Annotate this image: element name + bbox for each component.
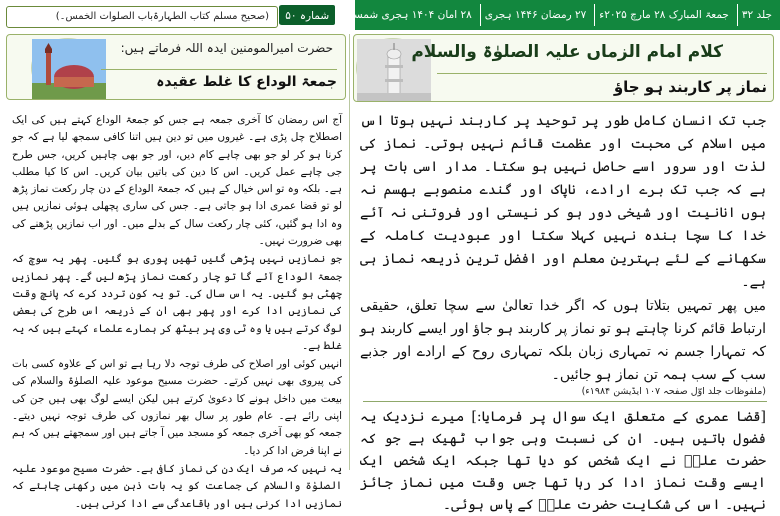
left-paragraph: جو نمازیں نہیں پڑھی گئیں تھیں پوری ہو گئیں۔ پھر یہ سوچ کہ جمعۃ الوداع آئے گا تو چار رکعت نماز پڑھ لیں گے۔ پھر نمازیں چھٹی ہو گئیں۔ یہ اس سال کی۔ تو یہ کون تردد کرے کہ پانچ وقت کی نمازیں ادا کرے اور پھر بھی ان کے ذریعہ اس طرح کی بعض لوگ کرتے ہیں یا وہ ٹی وی پر بیٹھ کر ہمارے علماء کہتے ہیں کہ یہ غلط ہے۔ — [12, 253, 342, 352]
masthead — [285, 0, 780, 30]
right-header-box — [353, 34, 774, 102]
left-header-attribution: حضرت امیرالمومنین ایدہ اللہ فرماتے ہیں: — [120, 41, 333, 55]
masthead-volume: جلد ۳۲ — [737, 4, 776, 26]
left-article-title: جمعۃ الوداع کا غلط عقیدہ — [101, 69, 337, 90]
left-column — [6, 34, 346, 510]
right-reference-note: (ملفوظات جلد اوّل صفحہ ۱۰۷ ایڈیشن ۱۹۸۴ء) — [581, 386, 766, 397]
masthead-shamsi-date: ۲۸ امان ۱۴۰۴ ہجری شمسی — [340, 4, 476, 26]
right-paragraph: جب تک انسان کامل طور پر توحید پر کاربند نہیں ہوتا اس میں اسلام کی محبت اور عظمت قائم نہیں ہوتی۔ نماز کی لذت اور سرور اسے حاصل نہیں ہو سکتا۔ مدار اسی بات پر ہے کہ جب تک برے ارادے، ناپاک اور گندے منصوبے بھسم نہ ہوں انانیت اور شیخی دور ہو کر نیستی اور فروتنی نہ آئے خدا کا سچا بندہ نہیں کہلا سکتا اور عبودیت کاملہ کے سکھانے کے لئے بہترین معلم اور افضل ترین ذریعہ نماز ہی ہے۔ — [360, 113, 766, 290]
left-article-body — [12, 112, 342, 510]
right-column — [353, 34, 774, 513]
masthead-hijri-date: ۲۷ رمضان ۱۴۴۶ ہجری — [480, 4, 591, 26]
masthead-gregorian-date: جمعۃ المبارک ۲۸ مارچ ۲۰۲۵ء — [594, 4, 733, 26]
left-paragraph: انہیں کوئی اور اصلاح کی طرف توجہ دلا رہا ہے تو اس کے علاوہ کسی بات کی پیروی بھی نہیں کرتے۔ حضرت مسیح موعود علیہ الصلوٰۃ والسلام کی بیعت میں داخل ہونے کا دعویٰ کرتے ہیں لیکن ایسے لوگ بھی ہیں جن کی اپنی رائے ہے۔ عام طور پر سال بھر نمازوں کی طرف توجہ نہیں دیتے۔ جمعہ کو بھی آخری جمعہ کو مسجد میں آ جاتے ہیں اور سمجھتے ہیں کہ ہم نے اپنا فرض ادا کر دیا۔ — [12, 358, 342, 457]
mosque-image-icon — [32, 39, 106, 99]
right-header-heading: کلام امام الزماں علیہ الصلوٰۃ والسلام — [411, 42, 723, 62]
right-article-body — [360, 110, 766, 382]
left-paragraph: آج اس رمضان کا آخری جمعہ ہے جس کو جمعۃ الوداع کہتے ہیں کی ایک اصطلاح چل پڑی ہے۔ غیروں میں تو دین ہیں اتنا کافی سمجھ لیا ہے کہ جو کرنا ہو کر لو جو بھی چاہے کام دیں، اور جو بھی چاہیں کریں، جس طرح جی چاہے عمل کریں۔ اس کا دین کی باتیں بیان کریں۔ اس کا کیا مطلب ہے۔ بلکہ وہ تو اس خیال کے ہیں کہ جمعۃ الوداع کے دن چار رکعت نماز پڑھ لو تو قضا عمری ادا ہو جاتی ہے۔ جس کی ساری پچھلی ہوئی نمازیں ہیں وہ ادا ہو گئیں، کئی چار رکعت سال کے بدلے میں۔ اور اب نمازیں پڑھنے کی بھی ضرورت نہیں۔ — [12, 114, 342, 248]
left-paragraph: یہ نہیں کہ صرف ایک دن کی نماز کافی ہے۔ حضرت مسیح موعود علیہ الصلوٰۃ والسلام کی جماعت کو یہ بات ذہن میں رکھنی چاہئے کہ نمازیں ادا کرنی ہیں اور باقاعدگی سے ادا کرنی ہیں۔ — [12, 462, 342, 510]
masthead-issue-number: شمارہ ۵۰ — [279, 4, 336, 26]
mosque-photo — [31, 38, 105, 98]
column-divider — [349, 34, 350, 470]
top-reference: (صحیح مسلم کتاب الطہارۃباب الصلوات الخمس۔) — [6, 6, 278, 28]
right-quote-block: [قضا عمری کے متعلق ایک سوال پر فرمایا:] میرے نزدیک یہ فضول باتیں ہیں۔ ان کی نسبت وہی جواب ٹھیک ہے جو کہ حضرت علیؓ نے ایک شخص کو دیا تھا جبکہ ایک شخص ایک ایسے وقت نماز ادا کر رہا تھا جس وقت میں نماز جائز نہیں۔ اس کی شکایت حضرت علیؓ کے پاس ہوئی۔ — [360, 409, 766, 513]
section-divider — [363, 401, 767, 402]
left-header-box — [6, 34, 346, 100]
right-article-title: نماز پر کاربند ہو جاؤ — [437, 73, 767, 96]
right-paragraph: میں پھر تمہیں بتلاتا ہوں کہ اگر خدا تعالیٰ سے سچا تعلق، حقیقی ارتباط قائم کرنا چاہتے ہو تو نماز پر کاربند ہو جاؤ اور ایسے کاربند ہو کہ تمہارا جسم نہ تمہاری زبان بلکہ تمہاری روح کے ارادے اور جذبے سب کے سب ہمہ تن نماز ہو جائیں۔ — [360, 298, 766, 383]
